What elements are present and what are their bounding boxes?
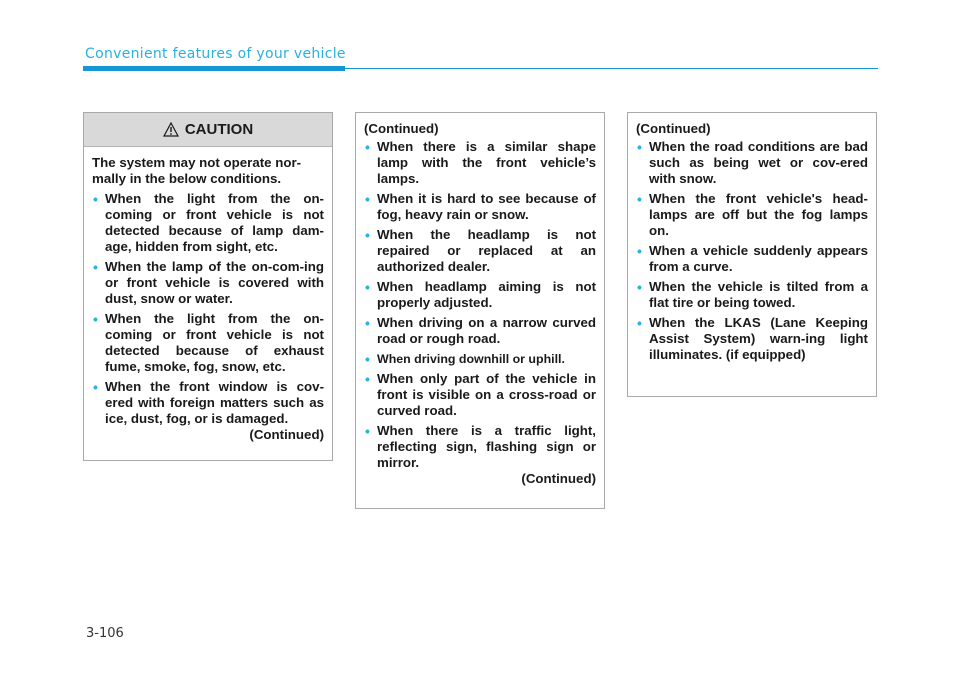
list-item: • When the lamp of the on-com-ing or front vehicle is covered with dust, snow or water. <box>92 259 324 307</box>
list-item: • When the vehicle is tilted from a flat tire or being towed. <box>636 279 868 311</box>
list-item: • When the LKAS (Lane Keeping Assist System) warn-ing light illuminates. (if equipped) <box>636 315 868 363</box>
caution-body <box>84 147 332 443</box>
condition-list <box>92 191 324 427</box>
header-rule <box>345 68 878 69</box>
list-item: • When headlamp aiming is not properly adjusted. <box>364 279 596 311</box>
list-item: • When driving downhill or uphill. <box>364 351 596 367</box>
continued-box <box>355 112 605 509</box>
warning-triangle-icon <box>163 122 179 137</box>
list-item: • When the light from the on-coming or front vehicle is not detected because of exhaust fume, smoke, fog, snow, etc. <box>92 311 324 375</box>
continued-body <box>356 113 604 487</box>
list-item: • When there is a similar shape lamp with the front vehicle’s lamps. <box>364 139 596 187</box>
list-item: • When the front window is cov-ered with foreign matters such as ice, dust, fog, or is damaged. <box>92 379 324 427</box>
caution-box <box>83 112 333 461</box>
list-item: • When the light from the on-coming or front vehicle is not detected because of lamp dam-age, hidden from sight, etc. <box>92 191 324 255</box>
continued-body <box>628 113 876 363</box>
continued-heading: (Continued) <box>636 121 711 136</box>
list-item: • When it is hard to see because of fog, heavy rain or snow. <box>364 191 596 223</box>
continued-label: (Continued) <box>521 471 596 486</box>
list-item: • When driving on a narrow curved road or rough road. <box>364 315 596 347</box>
caution-intro: The system may not operate nor-mally in the below conditions. <box>92 155 302 186</box>
condition-list <box>364 139 596 471</box>
section-title: Convenient features of your vehicle <box>85 46 346 62</box>
list-item: • When the headlamp is not repaired or replaced at an authorized dealer. <box>364 227 596 275</box>
list-item: • When the front vehicle's head-lamps are off but the fog lamps on. <box>636 191 868 239</box>
list-item: • When only part of the vehicle in front is visible on a cross-road or curved road. <box>364 371 596 419</box>
caution-label: CAUTION <box>184 121 254 138</box>
list-item: • When the road conditions are bad such as being wet or cov-ered with snow. <box>636 139 868 187</box>
continued-label: (Continued) <box>249 427 324 442</box>
header-accent-bar <box>83 66 345 71</box>
continued-heading: (Continued) <box>364 121 439 136</box>
continued-box <box>627 112 877 397</box>
condition-list <box>636 139 868 363</box>
list-item: • When there is a traffic light, reflecting sign, flashing sign or mirror. <box>364 423 596 471</box>
page-number: 3-106 <box>86 626 124 641</box>
caution-header <box>84 113 332 147</box>
list-item: • When a vehicle suddenly appears from a curve. <box>636 243 868 275</box>
